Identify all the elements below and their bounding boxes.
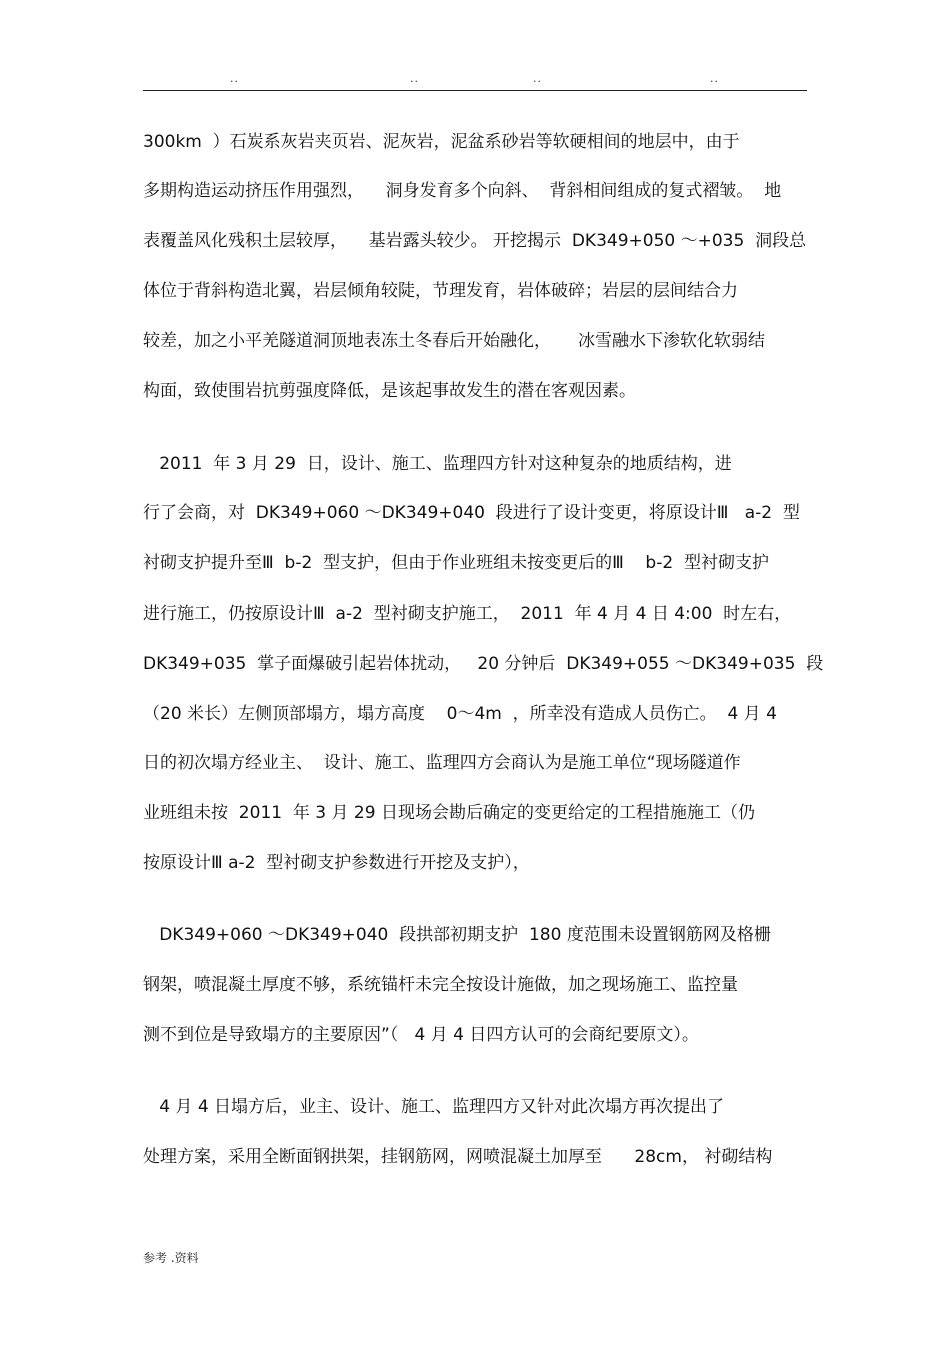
header-dot: ..	[410, 72, 419, 85]
text-line: 日的初次塌方经业主、 设计、施工、监理四方会商认为是施工单位“现场隧道作	[143, 753, 741, 773]
text-line: DK349+035 掌子面爆破引起岩体扰动， 20 分钟后 DK349+055 ～DK349+035 段	[143, 654, 824, 674]
header-dot: ..	[710, 72, 719, 85]
page-header-dots	[0, 72, 950, 86]
text-line: 行了会商，对 DK349+060 ～DK349+040 段进行了设计变更，将原设计Ⅲ a-2 型	[143, 503, 800, 523]
text-line: 钢架，喷混凝土厚度不够，系统锚杆未完全按设计施做，加之现场施工、监控量	[143, 975, 738, 995]
footer-label: 参考 .资料	[143, 1251, 199, 1265]
text-line: 衬砌支护提升至Ⅲ b-2 型支护，但由于作业班组未按变更后的Ⅲ b-2 型衬砌支护	[143, 553, 769, 573]
text-line: 表覆盖风化残积土层较厚， 基岩露头较少。 开挖揭示 DK349+050 ～+035 洞段总	[143, 231, 807, 251]
text-line: DK349+060 ～DK349+040 段拱部初期支护 180 度范围未设置钢筋网及格栅	[143, 925, 771, 945]
text-line: 300km ）石炭系灰岩夹页岩、泥灰岩，泥盆系砂岩等软硬相间的地层中，由于	[143, 132, 740, 152]
text-line: 处理方案，采用全断面钢拱架，挂钢筋网，网喷混凝土加厚至 28cm， 衬砌结构	[143, 1147, 773, 1167]
text-line: 多期构造运动挤压作用强烈， 洞身发育多个向斜、 背斜相间组成的复式褶皱。 地	[143, 181, 782, 201]
text-line: 体位于背斜构造北翼，岩层倾角较陡，节理发育，岩体破碎；岩层的层间结合力	[143, 281, 738, 301]
text-line: 2011 年 3 月 29 日，设计、施工、监理四方针对这种复杂的地质结构，进	[143, 454, 732, 474]
text-line: 构面，致使围岩抗剪强度降低，是该起事故发生的潜在客观因素。	[143, 381, 636, 401]
text-line: 4 月 4 日塌方后，业主、设计、施工、监理四方又针对此次塌方再次提出了	[143, 1097, 725, 1117]
text-line: 业班组未按 2011 年 3 月 29 日现场会勘后确定的变更给定的工程措施施工（仍	[143, 803, 755, 823]
text-line: （20 米长）左侧顶部塌方，塌方高度 0～4m ，所幸没有造成人员伤亡。 4 月 4	[143, 704, 777, 724]
text-line: 测不到位是导致塌方的主要原因”（ 4 月 4 日四方认可的会商纪要原文）。	[143, 1025, 699, 1045]
text-line: 较差，加之小平羌隧道洞顶地表冻土冬春后开始融化， 冰雪融水下渗软化软弱结	[143, 331, 766, 351]
text-line: 按原设计Ⅲ a-2 型衬砌支护参数进行开挖及支护），	[143, 853, 530, 873]
header-rule	[143, 90, 807, 91]
text-line: 进行施工，仍按原设计Ⅲ a-2 型衬砌支护施工， 2011 年 4 月 4 日 4:00 时左右，	[143, 604, 792, 624]
header-dot: ..	[230, 72, 239, 85]
header-dot: ..	[533, 72, 542, 85]
